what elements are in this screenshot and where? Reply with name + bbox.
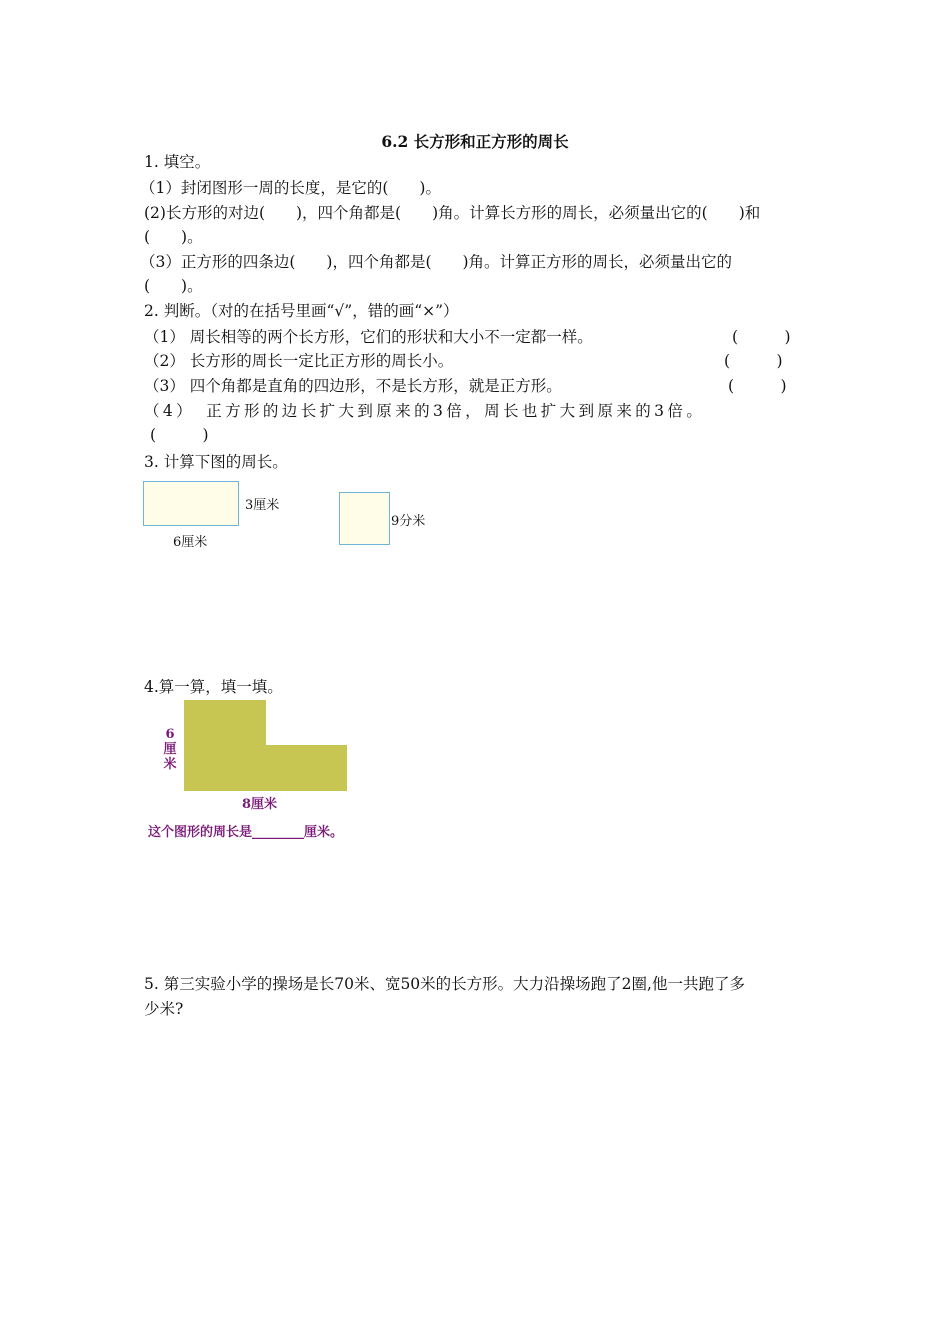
rectangle-height-label: 3厘米 — [245, 498, 280, 513]
q1-line-2: (2)长方形的对边( )，四个角都是( )角。计算长方形的周长，必须量出它的( )和 — [144, 204, 761, 222]
q3-heading: 3. 计算下图的周长。 — [144, 453, 288, 471]
q2-item-3: （3） 四个角都是直角的四边形，不是长方形，就是正方形。 — [144, 377, 562, 395]
q1-line-1: （1）封闭图形一周的长度，是它的( )。 — [140, 179, 441, 197]
q2-answer-paren-4: ( ) — [150, 426, 209, 444]
q2-item-2: （2） 长方形的周长一定比正方形的周长小。 — [144, 352, 454, 370]
q1-heading: 1. 填空。 — [144, 153, 211, 171]
l-shape-figure — [184, 700, 348, 792]
q4-answer-sentence: 这个图形的周长是________厘米。 — [148, 825, 344, 840]
rectangle-figure — [143, 481, 239, 526]
q2-answer-paren-3: ( ) — [728, 377, 787, 395]
q2-heading: 2. 判断。（对的在括号里画“√”，错的画“×”） — [144, 302, 459, 320]
q2-item-1: （1） 周长相等的两个长方形，它们的形状和大小不一定都一样。 — [144, 328, 593, 346]
q5-line-2: 少米? — [144, 1000, 184, 1018]
q1-line-5: ( )。 — [144, 277, 203, 295]
l-shape-height-label: 6 厘 米 — [163, 727, 177, 772]
q2-item-4: （4） 正方形的边长扩大到原来的3倍，周长也扩大到原来的3倍。 — [144, 402, 706, 420]
q1-line-3: ( )。 — [144, 228, 203, 246]
l-shape-width-label: 8厘米 — [242, 797, 278, 812]
q5-line-1: 5. 第三实验小学的操场是长70米、宽50米的长方形。大力沿操场跑了2圈,他一共跑了多 — [144, 975, 745, 993]
page-title: 6.2 长方形和正方形的周长 — [381, 132, 569, 151]
q1-line-4: （3）正方形的四条边( )，四个角都是( )角。计算正方形的周长，必须量出它的 — [140, 253, 733, 271]
rectangle-width-label: 6厘米 — [173, 535, 208, 550]
q4-heading: 4.算一算，填一填。 — [144, 678, 283, 696]
q2-answer-paren-1: ( ) — [732, 328, 791, 346]
square-side-label: 9分米 — [391, 514, 426, 529]
square-figure — [339, 492, 390, 545]
q2-answer-paren-2: ( ) — [724, 352, 783, 370]
